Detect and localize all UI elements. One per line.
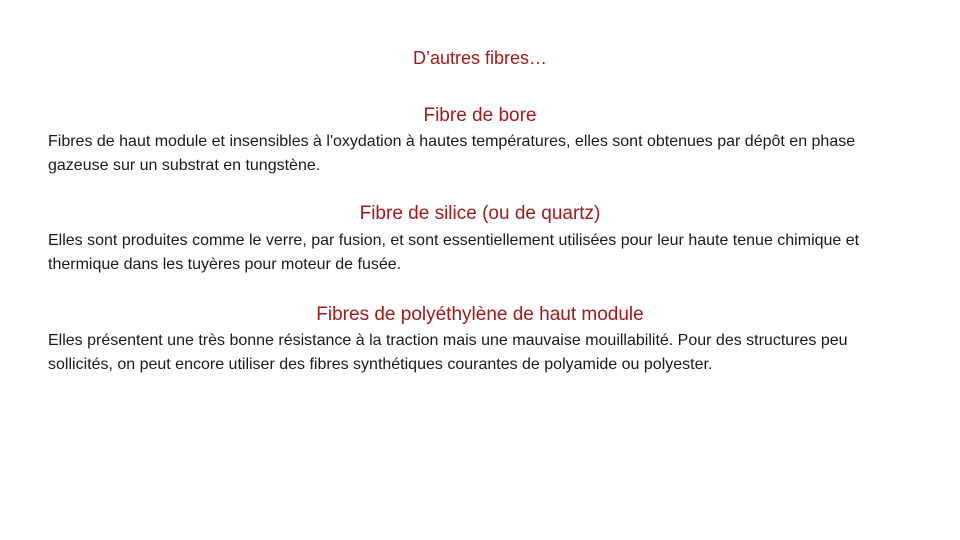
section-heading-silice: Fibre de silice (ou de quartz) [359,203,601,224]
section-body-silice: Elles sont produites comme le verre, par fusion, et sont essentiellement utilisées pour leur haute tenue chimique et thermique dans les tuyères pour moteur de fusée. [48,232,860,273]
section-body-bore: Fibres de haut module et insensibles à l'oxydation à hautes températures, elles sont obtenues par dépôt en phase gazeuse sur un substrat en tungstène. [48,133,856,174]
section-body-polyethylene: Elles présentent une très bonne résistance à la traction mais une mauvaise mouillabilité. Pour des structures peu sollicités, on peut encore utiliser des fibres synthétiques courantes de polyamide ou polyester. [48,332,848,373]
section-heading-bore: Fibre de bore [423,105,537,126]
slide-title: D’autres fibres… [412,48,548,68]
section-heading-polyethylene: Fibres de polyéthylène de haut module [316,304,644,325]
